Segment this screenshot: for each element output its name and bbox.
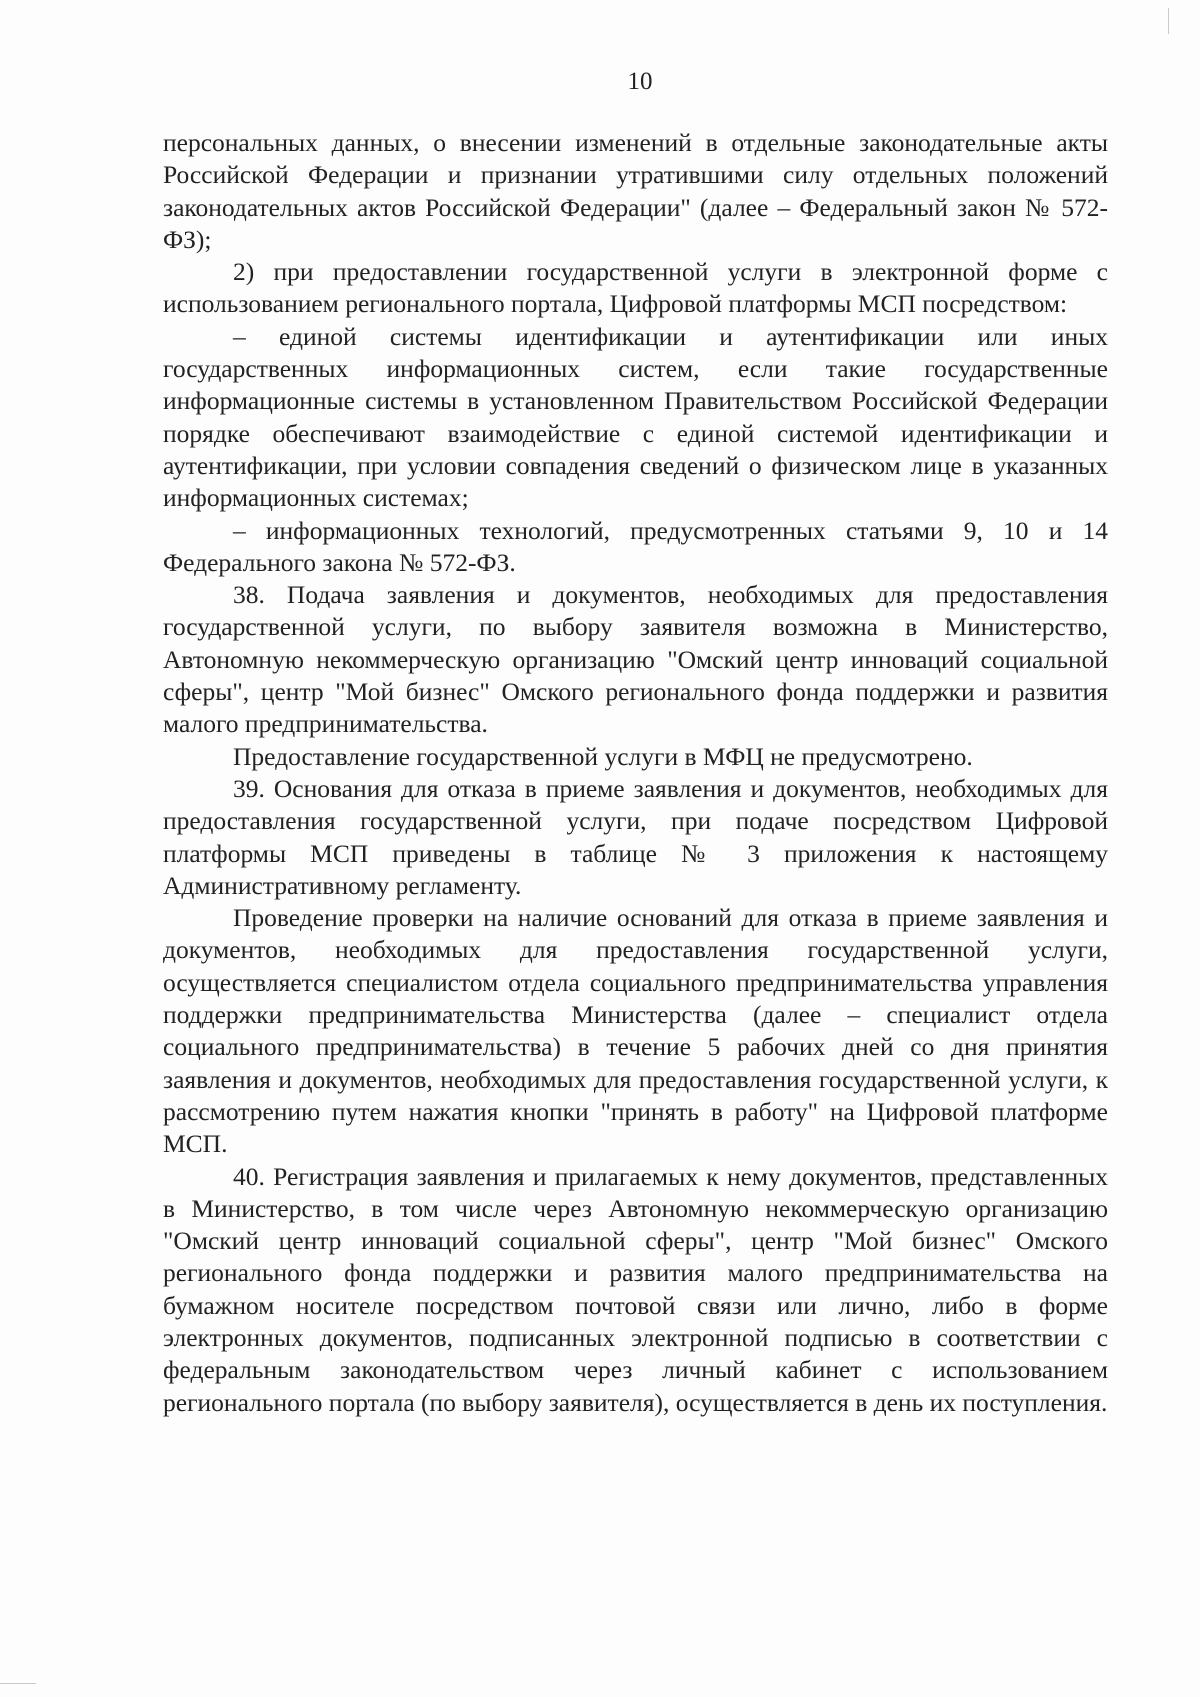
scan-edge-mark-bottom-left <box>0 1683 36 1684</box>
paragraph-item-2: 2) при предоставлении государственной услуги в электронной форме с использованием регионального портала, Цифровой платформы МСП посредством: <box>163 257 1108 319</box>
paragraph-check: Проведение проверки на наличие оснований для отказа в приеме заявления и документов, необходимых для предоставления государственной услуги, осуществляется специалистом отдела социального предпринимательства управления поддержки предпринимательства Министерства (далее – специалист отдела социального предпринимательства) в течение 5 рабочих дней со дня принятия заявления и документов, необходимых для предоставления государственной услуги, к рассмотрению путем нажатия кнопки "принять в работу" на Цифровой платформе МСП. <box>163 903 1108 1159</box>
paragraph-38: 38. Подача заявления и документов, необходимых для предоставления государственной услуги, по выбору заявителя возможна в Министерство, Автономную некоммерческую организацию "Омский центр инноваций социальной сферы", центр "Мой бизнес" Омского регионального фонда поддержки и развития малого предпринимательства. <box>163 580 1108 739</box>
paragraph-mfc: Предоставление государственной услуги в МФЦ не предусмотрено. <box>233 741 973 771</box>
scan-edge-mark-top-right <box>1168 8 1169 34</box>
paragraph-40: 40. Регистрация заявления и прилагаемых к нему документов, представленных в Министерство, в том числе через Автономную некоммерческую организацию "Омский центр инноваций социальной сферы", центр "Мой бизнес" Омского регионального фонда поддержки и развития малого предпринимательства на бумажном носителе посредством почтовой связи или лично, либо в форме электронных документов, подписанных электронной подписью в соответствии с федеральным законодательством через личный кабинет с использованием регионального портала (по выбору заявителя), осуществляется в день их поступления. <box>163 1161 1108 1417</box>
document-body <box>163 127 1108 1419</box>
paragraph-dash-it: – информационных технологий, предусмотренных статьями 9, 10 и 14 Федерального закона № 572-ФЗ. <box>163 515 1108 577</box>
paragraph-continuation: персональных данных, о внесении изменений в отдельные законодательные акты Российской Федерации и признании утратившими силу отдельных положений законодательных актов Российской Федерации" (далее – Федеральный закон № 572-ФЗ); <box>163 128 1108 254</box>
page-number: 10 <box>627 68 653 95</box>
paragraph-dash-esia: – единой системы идентификации и аутентификации или иных государственных информационных систем, если такие государственные информационные системы в установленном Правительством Российской Федерации порядке обеспечивают взаимодействие с единой системой идентификации и аутентификации, при условии совпадения сведений о физическом лице в указанных информационных системах; <box>163 321 1108 513</box>
paragraph-39: 39. Основания для отказа в приеме заявления и документов, необходимых для предоставления государственной услуги, при подаче посредством Цифровой платформы МСП приведены в таблице № 3 приложения к настоящему Административному регламенту. <box>163 773 1108 900</box>
